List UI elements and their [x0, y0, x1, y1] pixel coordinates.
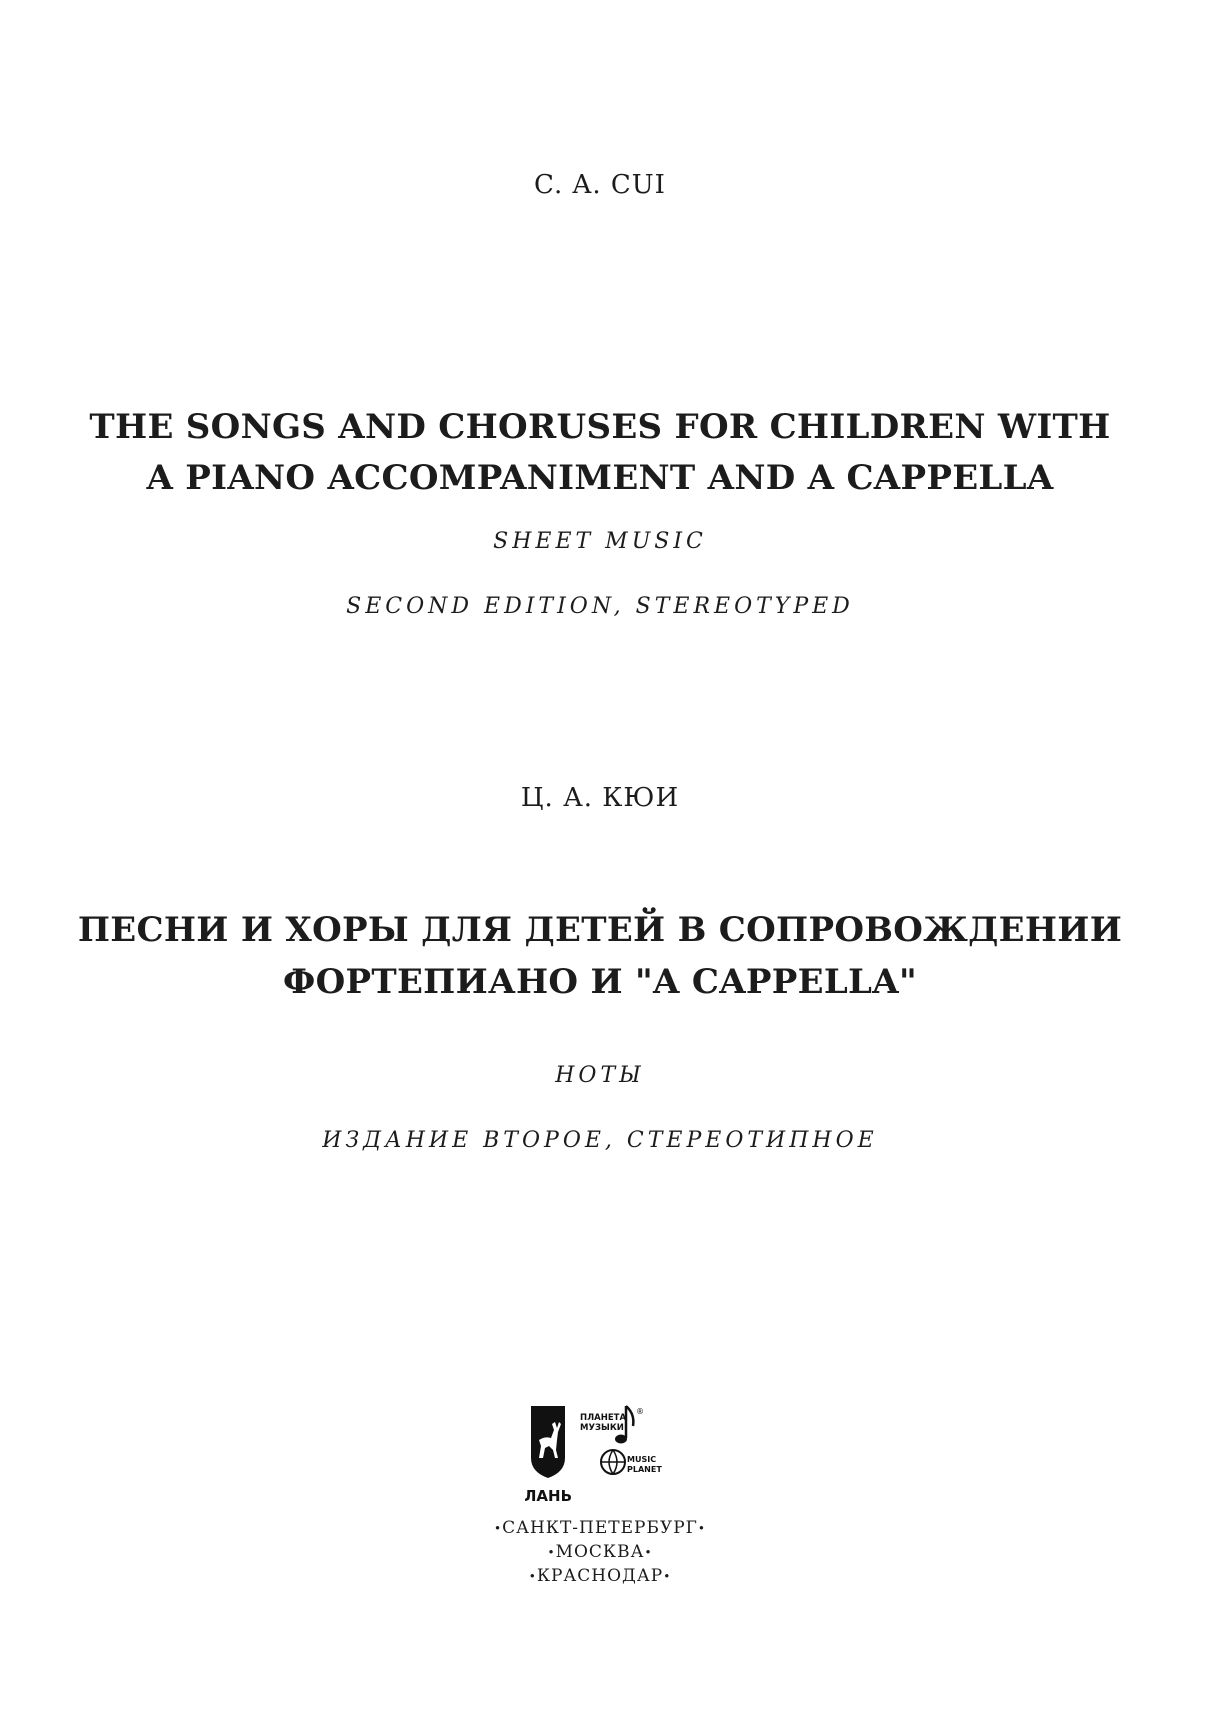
- edition-english: SECOND EDITION, STEREOTYPED: [346, 594, 854, 619]
- music-wordmark: MUSIC: [627, 1455, 657, 1464]
- lan-publisher-logo-icon: [525, 1400, 685, 1510]
- imprint-city-3: •КРАСНОДАР•: [528, 1566, 672, 1586]
- edition-russian: ИЗДАНИЕ ВТОРОЕ, СТЕРЕОТИПНОЕ: [322, 1128, 878, 1153]
- planet-wordmark-line1: ПЛАНЕТА: [580, 1413, 627, 1423]
- title-russian-line1: ПЕСНИ И ХОРЫ ДЛЯ ДЕТЕЙ В СОПРОВОЖДЕНИИ: [77, 910, 1123, 950]
- title-russian-line2: ФОРТЕПИАНО И "A CAPPELLA": [283, 962, 917, 1002]
- city-moscow: МОСКВА: [555, 1542, 645, 1562]
- author-russian: Ц. А. КЮИ: [520, 783, 680, 813]
- imprint-city-2: •МОСКВА•: [547, 1542, 653, 1562]
- imprint-city-1: •САНКТ-ПЕТЕРБУРГ•: [494, 1518, 706, 1538]
- planet-wordmark: PLANET: [627, 1465, 662, 1474]
- lan-wordmark: ЛАНЬ: [525, 1487, 573, 1505]
- planet-wordmark-line2: МУЗЫКИ: [580, 1423, 624, 1433]
- document-type-russian: НОТЫ: [555, 1063, 645, 1088]
- document-type-english: SHEET MUSIC: [493, 529, 707, 554]
- city-krasnodar: КРАСНОДАР: [536, 1566, 664, 1586]
- registered-mark: ®: [636, 1407, 644, 1416]
- city-saint-petersburg: САНКТ-ПЕТЕРБУРГ: [502, 1518, 698, 1538]
- publisher-logo: [525, 1400, 685, 1510]
- title-english-line1: THE SONGS AND CHORUSES FOR CHILDREN WITH: [89, 407, 1111, 447]
- title-english-line2: A PIANO ACCOMPANIMENT AND A CAPPELLA: [146, 458, 1054, 498]
- author-english: C. A. CUI: [534, 170, 666, 200]
